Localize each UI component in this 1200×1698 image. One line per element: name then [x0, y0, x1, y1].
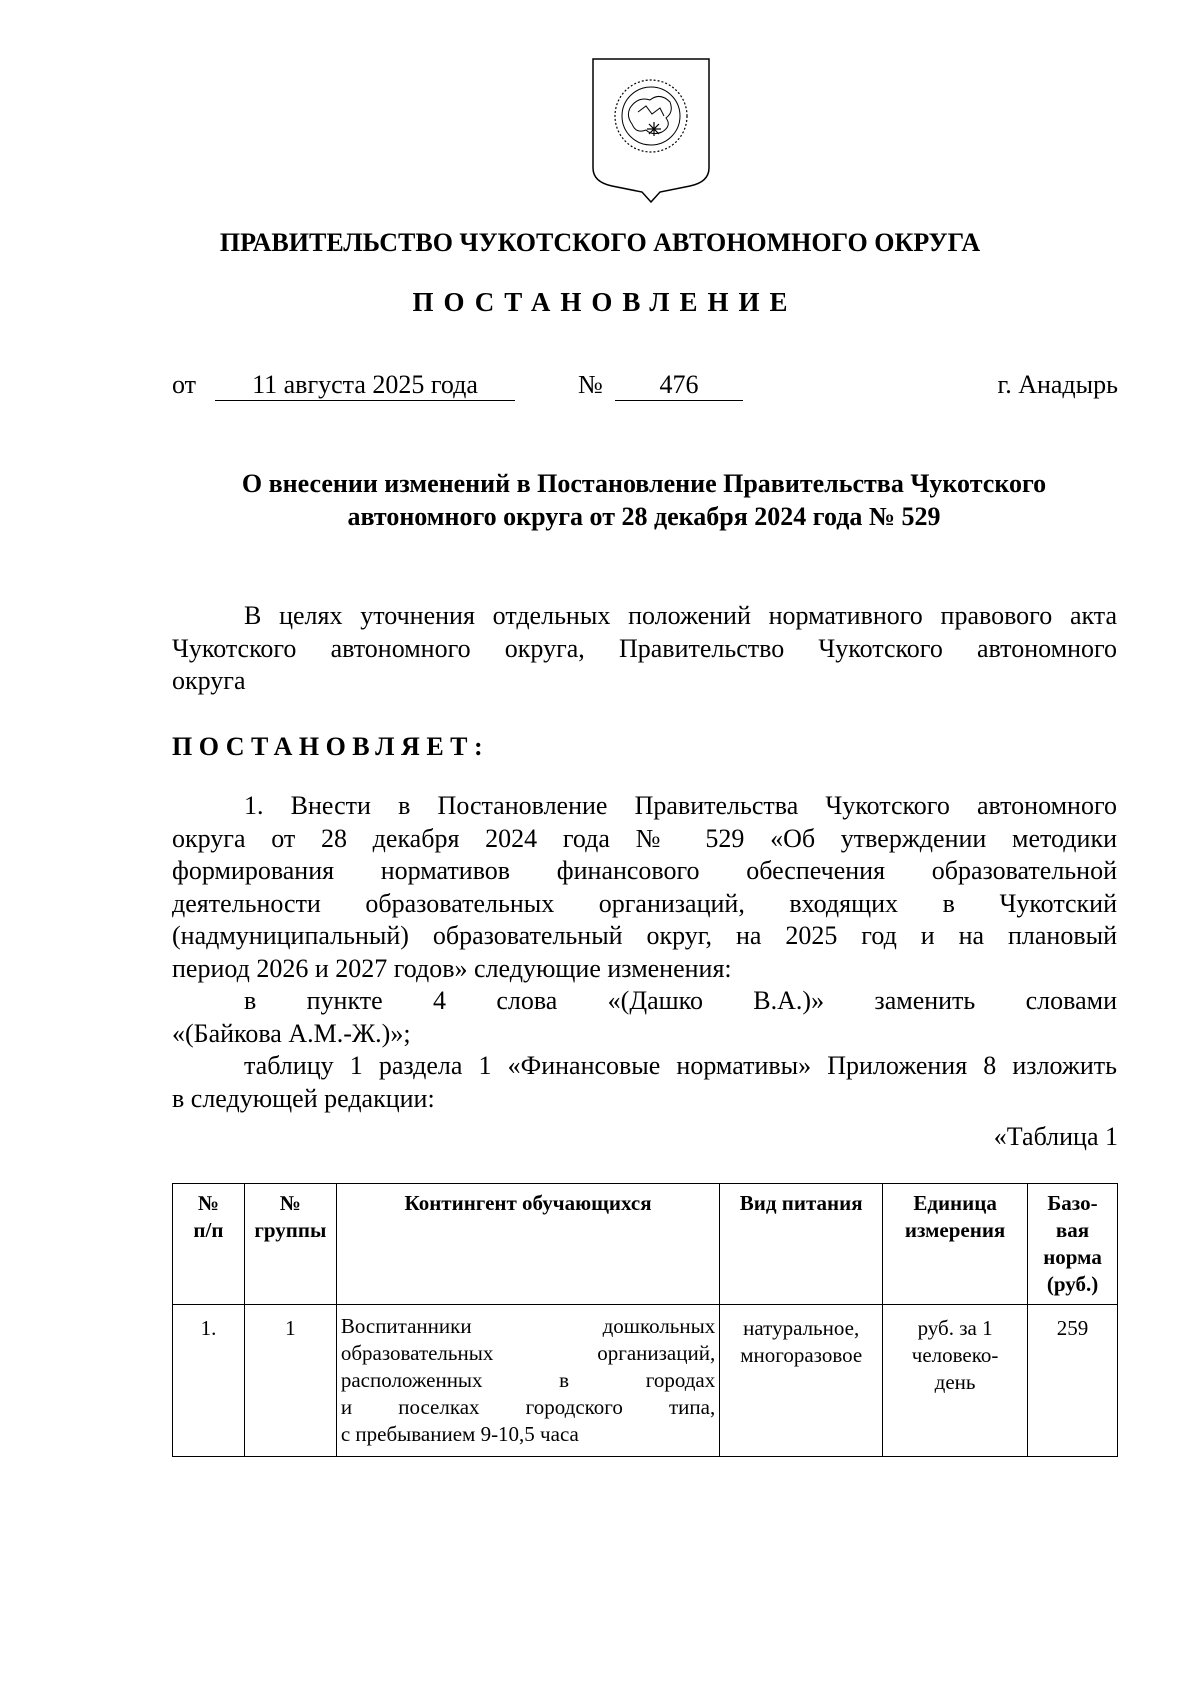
- subject-line: О внесении изменений в Постановление Правительства Чукотского: [241, 469, 1047, 498]
- cell-unit: руб. за 1 человеко- день: [883, 1305, 1028, 1457]
- cell-contingent: Воспитанники дошкольных образовательных организаций, расположенных в городах и поселках городского типа, с пребыванием 9-10,5 часа: [336, 1305, 719, 1457]
- item-1b-line: в следующей редакции:: [172, 1083, 435, 1113]
- organization-name: ПРАВИТЕЛЬСТВО ЧУКОТСКОГО АВТОНОМНОГО ОКРУГА: [219, 228, 981, 257]
- item-1-line: округа от 28 декабря 2024 года № 529 «Об утверждении методики: [172, 823, 1117, 853]
- document-city: г. Анадырь: [997, 370, 1118, 399]
- number-prefix: №: [578, 370, 603, 399]
- cell-base-norm: 259: [1028, 1305, 1118, 1457]
- item-1-line: формирования нормативов финансового обеспечения образовательной: [172, 856, 1117, 885]
- subject-line: автономного округа от 28 декабря 2024 года № 529: [347, 502, 941, 531]
- cell-num: 1.: [173, 1305, 245, 1457]
- header-num: № п/п: [173, 1184, 245, 1305]
- preamble-line: Чукотского автономного округа, Правительство Чукотского автономного: [172, 633, 1117, 663]
- coat-of-arms-emblem: [590, 56, 712, 206]
- item-1-line: деятельности образовательных организаций, входящих в Чукотский: [172, 888, 1117, 918]
- preamble-line: округа: [172, 666, 246, 695]
- preamble-paragraph: [172, 600, 1117, 698]
- date-prefix: от: [172, 370, 197, 399]
- header-contingent: Контингент обучающихся: [336, 1184, 719, 1305]
- header-base-norm: Базо- вая норма (руб.): [1028, 1184, 1118, 1305]
- item-1a-line: в пункте 4 слова «(Дашко В.А.)» заменить словами: [244, 986, 1117, 1015]
- table-row: [173, 1305, 1118, 1457]
- document-number: [615, 370, 743, 401]
- document-number-value: 476: [615, 370, 743, 401]
- resolve-heading: ПОСТАНОВЛЯЕТ:: [172, 732, 490, 761]
- item-1-line: период 2026 и 2027 годов» следующие изменения:: [172, 953, 732, 983]
- document-date-value: 11 августа 2025 года: [215, 370, 515, 401]
- item-1-line: (надмуниципальный) образовательный округ, на 2025 год и на плановый: [172, 921, 1117, 950]
- item-1-paragraph: [172, 790, 1117, 1115]
- table-header-row: [173, 1184, 1118, 1305]
- document-date: [215, 370, 515, 401]
- cell-group: 1: [244, 1305, 336, 1457]
- header-food-type: Вид питания: [720, 1184, 883, 1305]
- header-unit: Единица измерения: [883, 1184, 1028, 1305]
- item-1a-line: «(Байкова А.М.-Ж.)»;: [172, 1018, 411, 1048]
- cell-food-type: натуральное, многоразовое: [720, 1305, 883, 1457]
- item-1b-line: таблицу 1 раздела 1 «Финансовые нормативы» Приложения 8 изложить: [244, 1051, 1117, 1080]
- financial-norms-table: [172, 1183, 1118, 1457]
- table-label: «Таблица 1: [993, 1122, 1118, 1151]
- document-type-title: ПОСТАНОВЛЕНИЕ: [412, 287, 798, 317]
- preamble-line: В целях уточнения отдельных положений нормативного правового акта: [244, 601, 1117, 630]
- document-subject: [170, 467, 1118, 533]
- header-group: № группы: [244, 1184, 336, 1305]
- item-1-line: 1. Внести в Постановление Правительства Чукотского автономного: [244, 791, 1117, 820]
